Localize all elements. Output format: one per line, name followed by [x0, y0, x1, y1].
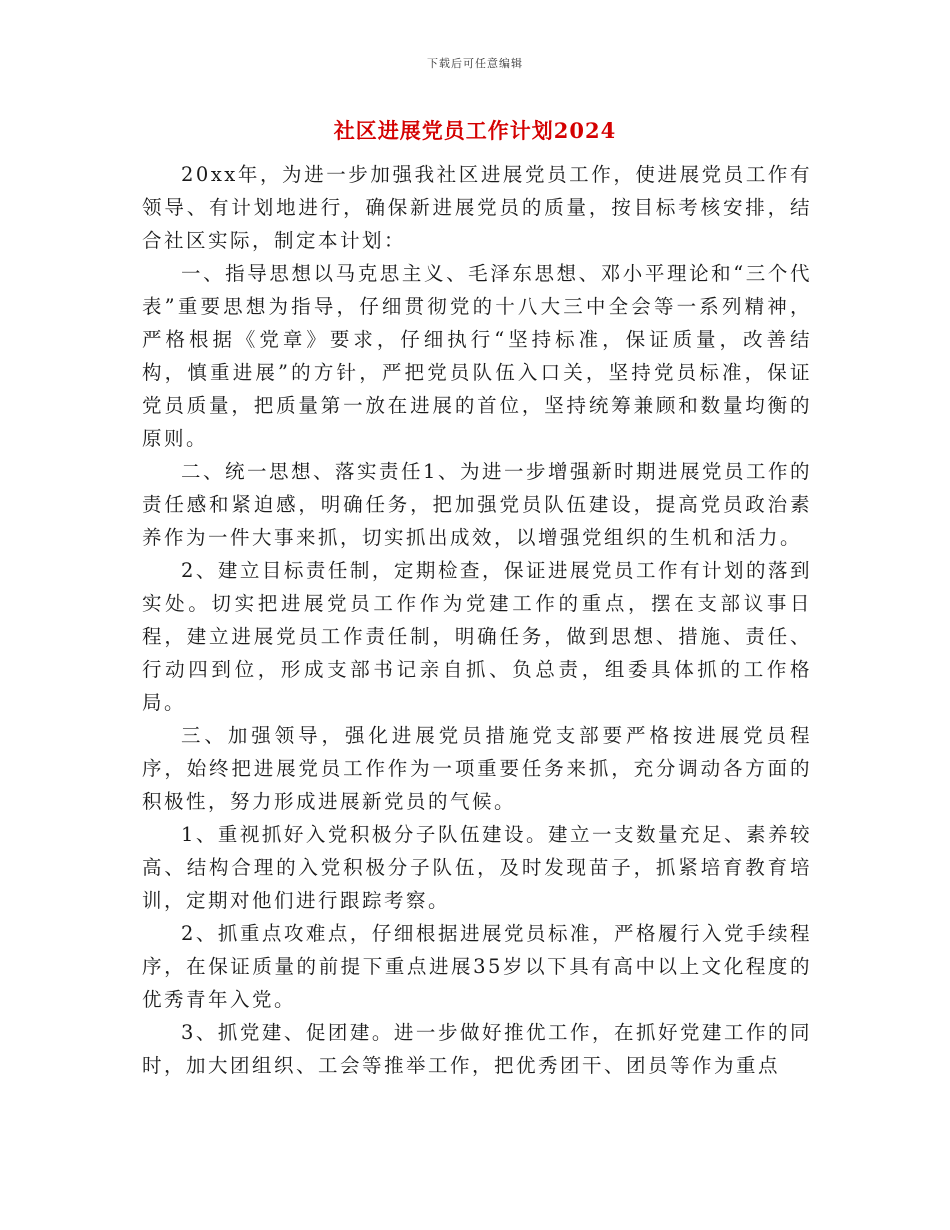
document-title: 社区进展党员工作计划2024: [333, 118, 617, 143]
paragraph-unify-thinking: 二、统一思想、落实责任1、为进一步增强新时期进展党员工作的责任感和紧迫感，明确任务，把加强党员队伍建设，提高党员政治素养作为一件大事来抓，切实抓出成效，以增强党组织的生机和活力。: [142, 460, 812, 549]
paragraph-strengthen-leadership: 三、加强领导，强化进展党员措施党支部要严格按进展党员程序，始终把进展党员工作作为一项重要任务来抓，充分调动各方面的积极性，努力形成进展新党员的气候。: [142, 724, 812, 813]
paragraph-guiding-ideology: 一、指导思想以马克思主义、毛泽东思想、邓小平理论和“三个代表”重要思想为指导，仔细贯彻党的十八大三中全会等一系列精神，严格根据《党章》要求，仔细执行“坚持标准，保证质量，改善结构，慎重进展”的方针，严把党员队伍入口关，坚持党员标准，保证党员质量，把质量第一放在进展的首位，坚持统筹兼顾和数量均衡的原则。: [142, 262, 812, 450]
page-header-note: 下载后可任意编辑: [427, 57, 523, 70]
document-body: [142, 158, 812, 1082]
paragraph-key-points: 2、抓重点攻难点，仔细根据进展党员标准，严格履行入党手续程序，在保证质量的前提下重点进展35岁以下具有高中以上文化程度的优秀青年入党。: [142, 922, 812, 1011]
paragraph-activist-team: 1、重视抓好入党积极分子队伍建设。建立一支数量充足、素养较高、结构合理的入党积极分子队伍，及时发现苗子，抓紧培育教育培训，定期对他们进行跟踪考察。: [142, 823, 812, 912]
paragraph-intro: 20xx年，为进一步加强我社区进展党员工作，使进展党员工作有领导、有计划地进行，确保新进展党员的质量，按目标考核安排，结合社区实际，制定本计划：: [142, 163, 812, 252]
paragraph-party-league-building: 3、抓党建、促团建。进一步做好推优工作，在抓好党建工作的同时，加大团组织、工会等推举工作，把优秀团干、团员等作为重点: [142, 1021, 812, 1077]
paragraph-target-responsibility: 2、建立目标责任制，定期检查，保证进展党员工作有计划的落到实处。切实把进展党员工作作为党建工作的重点，摆在支部议事日程，建立进展党员工作责任制，明确任务，做到思想、措施、责任、行动四到位，形成支部书记亲自抓、负总责，组委具体抓的工作格局。: [142, 559, 812, 714]
